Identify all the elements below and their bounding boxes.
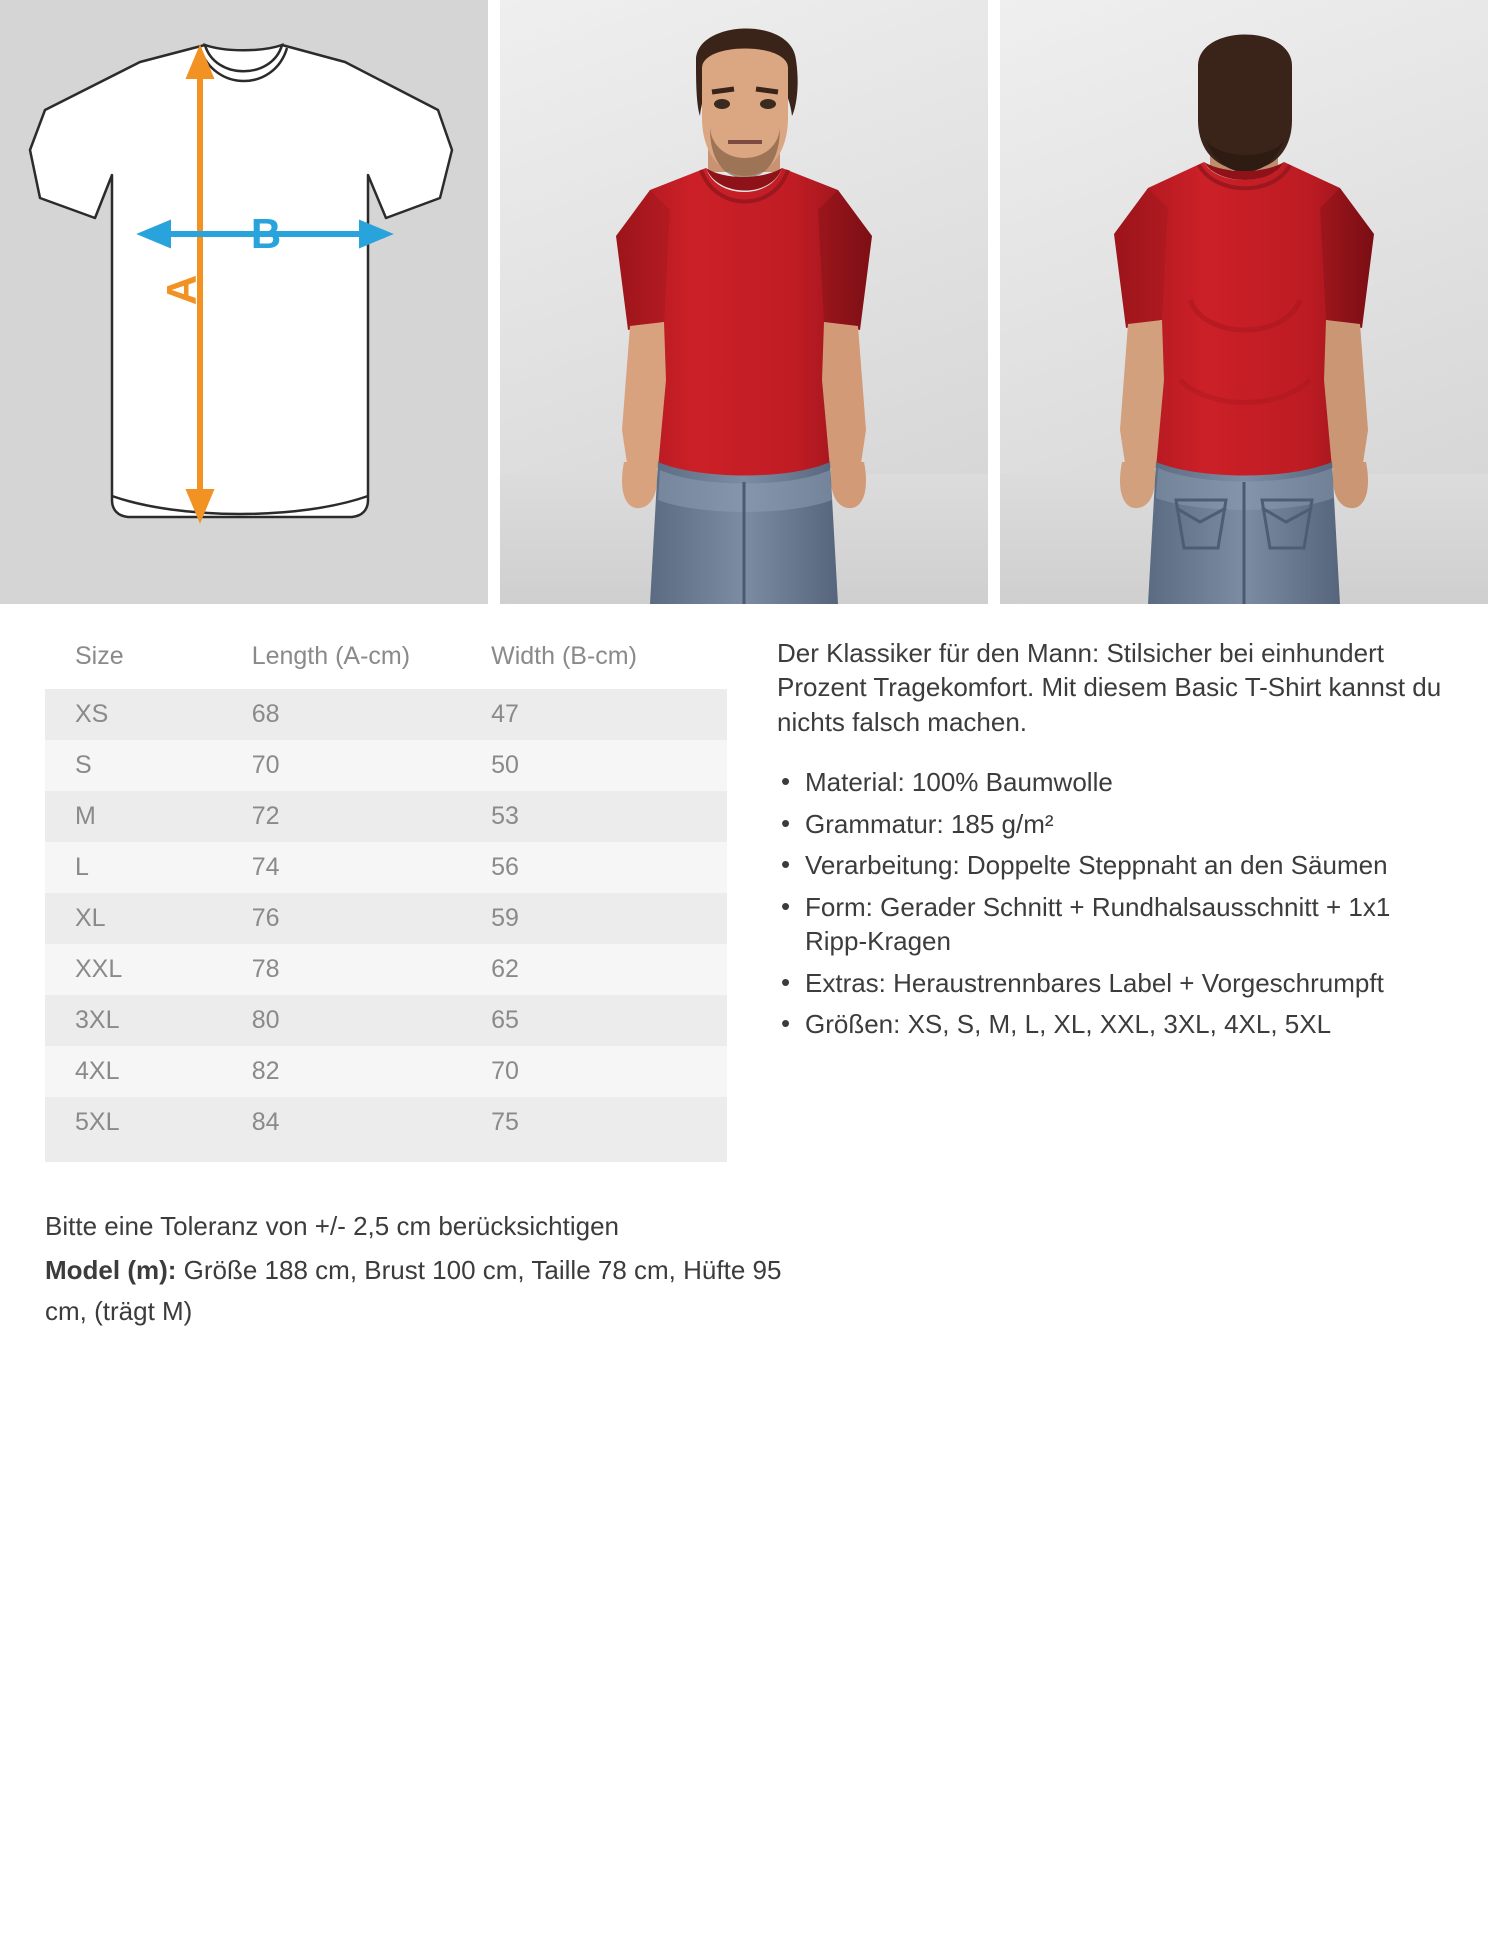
header-length: Length (A-cm) xyxy=(251,642,411,670)
size-table-body xyxy=(45,689,727,1148)
tolerance-note: Bitte eine Toleranz von +/- 2,5 cm berücksichtigen xyxy=(45,1211,619,1241)
cell-length: 80 xyxy=(251,1006,280,1034)
cell-length: 74 xyxy=(251,853,280,881)
table-row xyxy=(45,791,727,842)
table-row xyxy=(45,995,727,1046)
cell-length: 68 xyxy=(251,700,280,728)
list-item: • Material: 100% Baumwolle xyxy=(777,765,1456,800)
product-details-section xyxy=(0,628,1496,1162)
table-row xyxy=(45,689,727,740)
list-item: • Grammatur: 185 g/m² xyxy=(777,807,1456,842)
table-row xyxy=(45,944,727,995)
size-chart xyxy=(45,628,727,1162)
cell-size: M xyxy=(75,802,96,830)
size-table-header-row xyxy=(45,628,727,689)
table-row xyxy=(45,1046,727,1097)
product-description xyxy=(777,628,1456,1049)
product-image-row xyxy=(0,0,1496,604)
cell-size: XXL xyxy=(75,955,123,983)
cell-size: XS xyxy=(75,700,109,728)
table-row xyxy=(45,1097,727,1148)
cell-width: 56 xyxy=(491,853,519,881)
list-item: • Extras: Heraustrennbares Label + Vorgeschrumpft xyxy=(777,966,1456,1001)
size-diagram-panel xyxy=(0,0,488,604)
cell-length: 70 xyxy=(251,751,280,779)
cell-length: 78 xyxy=(251,955,280,983)
cell-width: 65 xyxy=(491,1006,519,1034)
dimension-label-b: B xyxy=(250,210,282,257)
feature-list xyxy=(777,765,1456,1042)
list-item: • Größen: XS, S, M, L, XL, XXL, 3XL, 4XL, 5XL xyxy=(777,1007,1456,1042)
model-back-photo xyxy=(1000,0,1488,604)
list-item: • Form: Gerader Schnitt + Rundhalsausschnitt + 1x1 Ripp-Kragen xyxy=(777,890,1456,959)
list-item: • Verarbeitung: Doppelte Steppnaht an den Säumen xyxy=(777,848,1456,883)
size-table-head xyxy=(45,628,727,689)
cell-length: 84 xyxy=(251,1108,280,1136)
footnotes xyxy=(0,1162,845,1331)
cell-width: 47 xyxy=(491,700,519,728)
header-width: Width (B-cm) xyxy=(491,642,637,670)
cell-width: 50 xyxy=(491,751,519,779)
table-row xyxy=(45,842,727,893)
cell-length: 72 xyxy=(251,802,280,830)
model-note xyxy=(45,1250,805,1331)
cell-width: 62 xyxy=(491,955,519,983)
cell-length: 82 xyxy=(251,1057,280,1085)
description-intro: Der Klassiker für den Mann: Stilsicher bei einhundert Prozent Tragekomfort. Mit diesem Basic T-Shirt kannst du nichts falsch machen. xyxy=(777,638,1442,737)
size-table-footer-strip xyxy=(45,1148,727,1162)
cell-size: 3XL xyxy=(75,1006,120,1034)
table-row xyxy=(45,893,727,944)
dimension-label-a: A xyxy=(158,274,205,306)
size-table xyxy=(45,628,727,1148)
cell-size: S xyxy=(75,751,92,779)
cell-length: 76 xyxy=(251,904,280,932)
cell-width: 59 xyxy=(491,904,519,932)
model-measurements: Größe 188 cm, Brust 100 cm, Taille 78 cm, Hüfte 95 cm, (trägt M) xyxy=(45,1255,782,1326)
model-front-photo xyxy=(500,0,988,604)
cell-size: L xyxy=(75,853,89,881)
header-size: Size xyxy=(75,642,124,670)
cell-size: 5XL xyxy=(75,1108,120,1136)
model-label: Model (m): xyxy=(45,1255,177,1286)
cell-width: 70 xyxy=(491,1057,519,1085)
cell-width: 75 xyxy=(491,1108,519,1136)
cell-size: XL xyxy=(75,904,106,932)
cell-width: 53 xyxy=(491,802,519,830)
cell-size: 4XL xyxy=(75,1057,120,1085)
table-row xyxy=(45,740,727,791)
